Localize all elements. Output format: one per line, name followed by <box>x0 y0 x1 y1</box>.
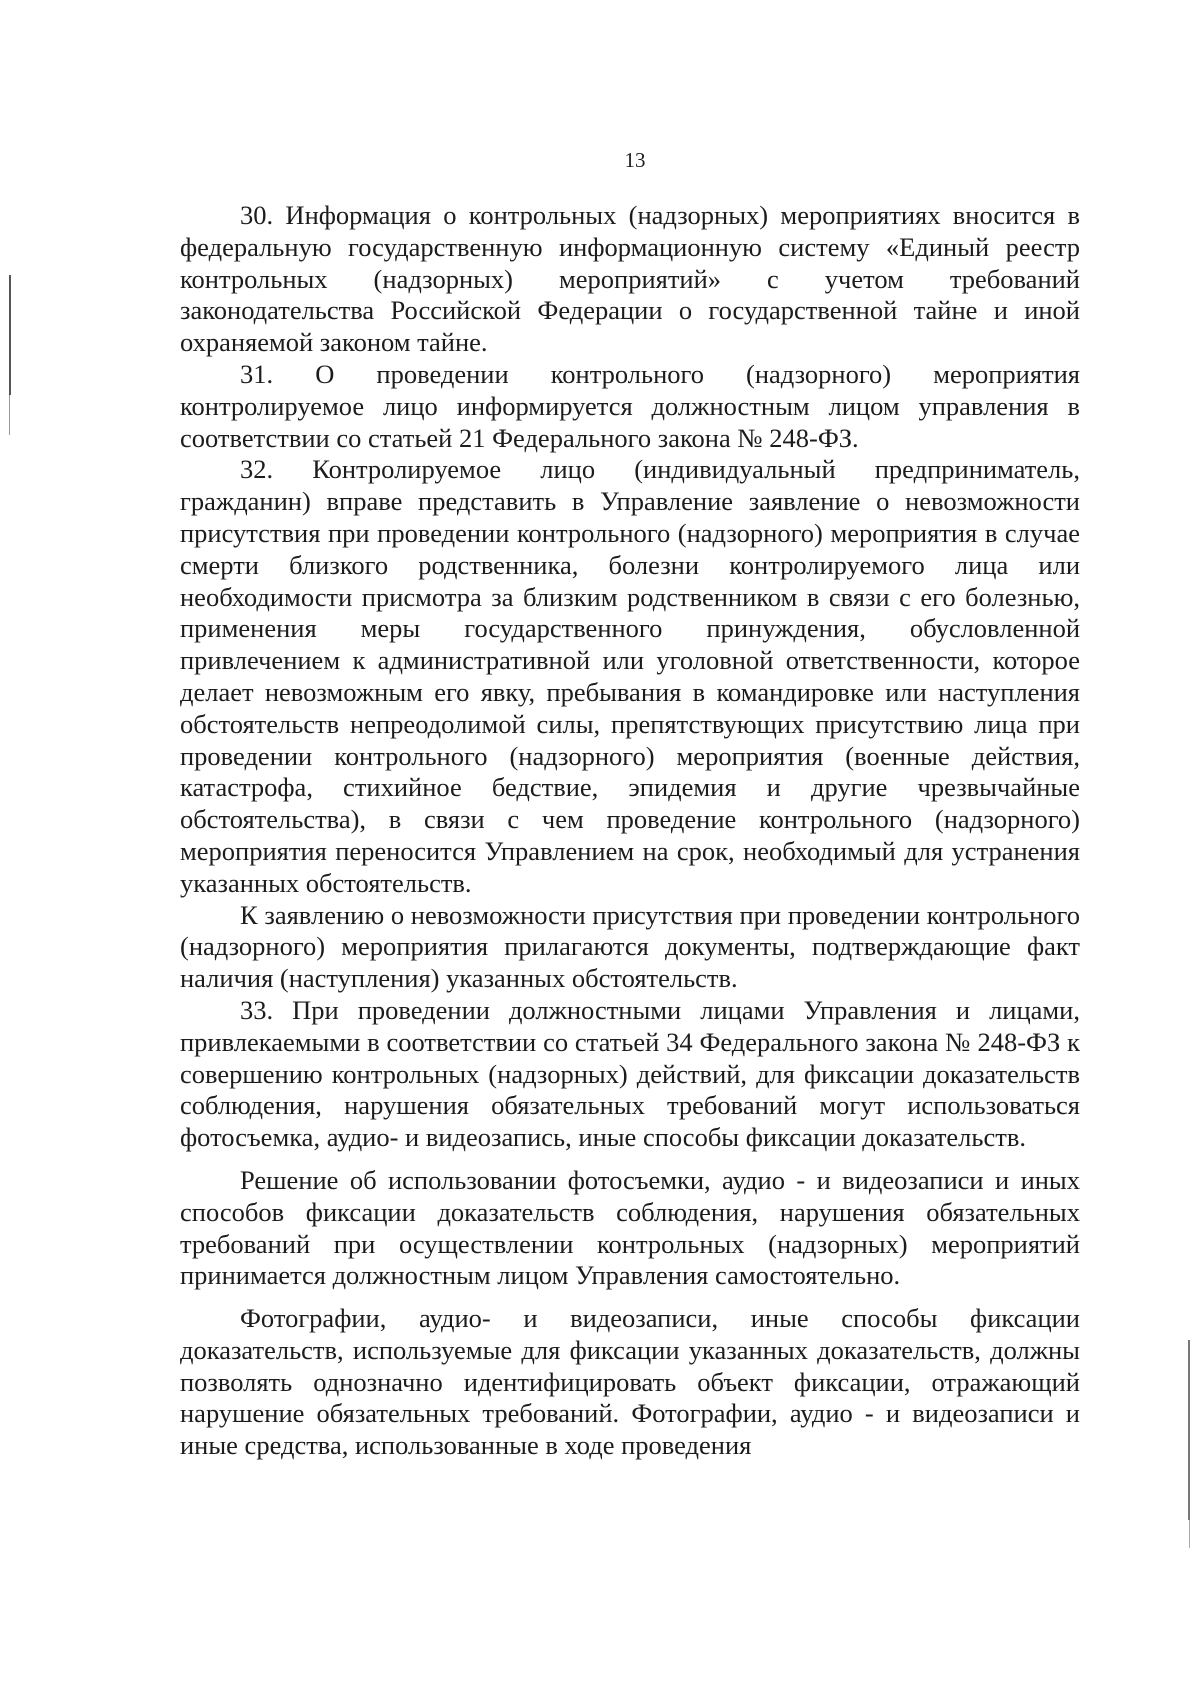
scan-artifact-left <box>9 275 11 395</box>
document-body <box>180 200 1080 1462</box>
paragraph-33-decision: Решение об использовании фотосъемки, аудио - и видеозаписи и иных способов фиксации доказательств соблюдения, нарушения обязательных требований при осуществлении контрольных (надзорных) мероприятий принимается должностным лицом Управления самостоятельно. <box>180 1164 1080 1291</box>
scan-artifact-right-faint <box>1189 1520 1190 1548</box>
paragraph-33: 33. При проведении должностными лицами Управления и лицами, привлекаемыми в соответствии со статьей 34 Федерального закона № 248-ФЗ к совершению контрольных (надзорных) действий, для фиксации доказательств соблюдения, нарушения обязательных требований могут использоваться фотосъемка, аудио- и видеозапись, иные способы фиксации доказательств. <box>180 994 1080 1153</box>
paragraph-33-photos: Фотографии, аудио- и видеозаписи, иные способы фиксации доказательств, используемые для фиксации указанных доказательств, должны позволять однозначно идентифицировать объект фиксации, отражающий нарушение обязательных требований. Фотографии, аудио - и видеозаписи и иные средства, использованные в ходе проведения <box>180 1303 1080 1461</box>
scan-artifact-left-faint <box>9 395 10 435</box>
paragraph-32: 32. Контролируемое лицо (индивидуальный предприниматель, гражданин) вправе представить в Управление заявление о невозможности присутствия при проведении контрольного (надзорного) мероприятия в случае смерти близкого родственника, болезни контролируемого лица или необходимости присмотра за близким родственником в связи с его болезнью, применения меры государственного принуждения, обусловленной привлечением к административной или уголовной ответственности, которое делает невозможным его явку, пребывания в командировке или наступления обстоятельств непреодолимой силы, препятствующих присутствию лица при проведении контрольного (надзорного) мероприятия (военные действия, катастрофа, стихийное бедствие, эпидемия и другие чрезвычайные обстоятельства), в связи с чем проведение контрольного (надзорного) мероприятия переносится Управлением на срок, необходимый для устранения указанных обстоятельств. <box>180 454 1080 898</box>
paragraph-30: 30. Информация о контрольных (надзорных) мероприятиях вносится в федеральную государственную информационную систему «Единый реестр контрольных (надзорных) мероприятий» с учетом требований законодательства Российской Федерации о государственной тайне и иной охраняемой законом тайне. <box>180 200 1080 358</box>
paragraph-32-attachment: К заявлению о невозможности присутствия при проведении контрольного (надзорного) мероприятия прилагаются документы, подтверждающие факт наличия (наступления) указанных обстоятельств. <box>180 899 1080 994</box>
page-number: 13 <box>624 148 646 172</box>
scan-artifact-right <box>1188 1340 1190 1520</box>
paragraph-31: 31. О проведении контрольного (надзорного) мероприятия контролируемое лицо информируется должностным лицом управления в соответствии со статьей 21 Федерального закона № 248-ФЗ. <box>180 358 1080 453</box>
